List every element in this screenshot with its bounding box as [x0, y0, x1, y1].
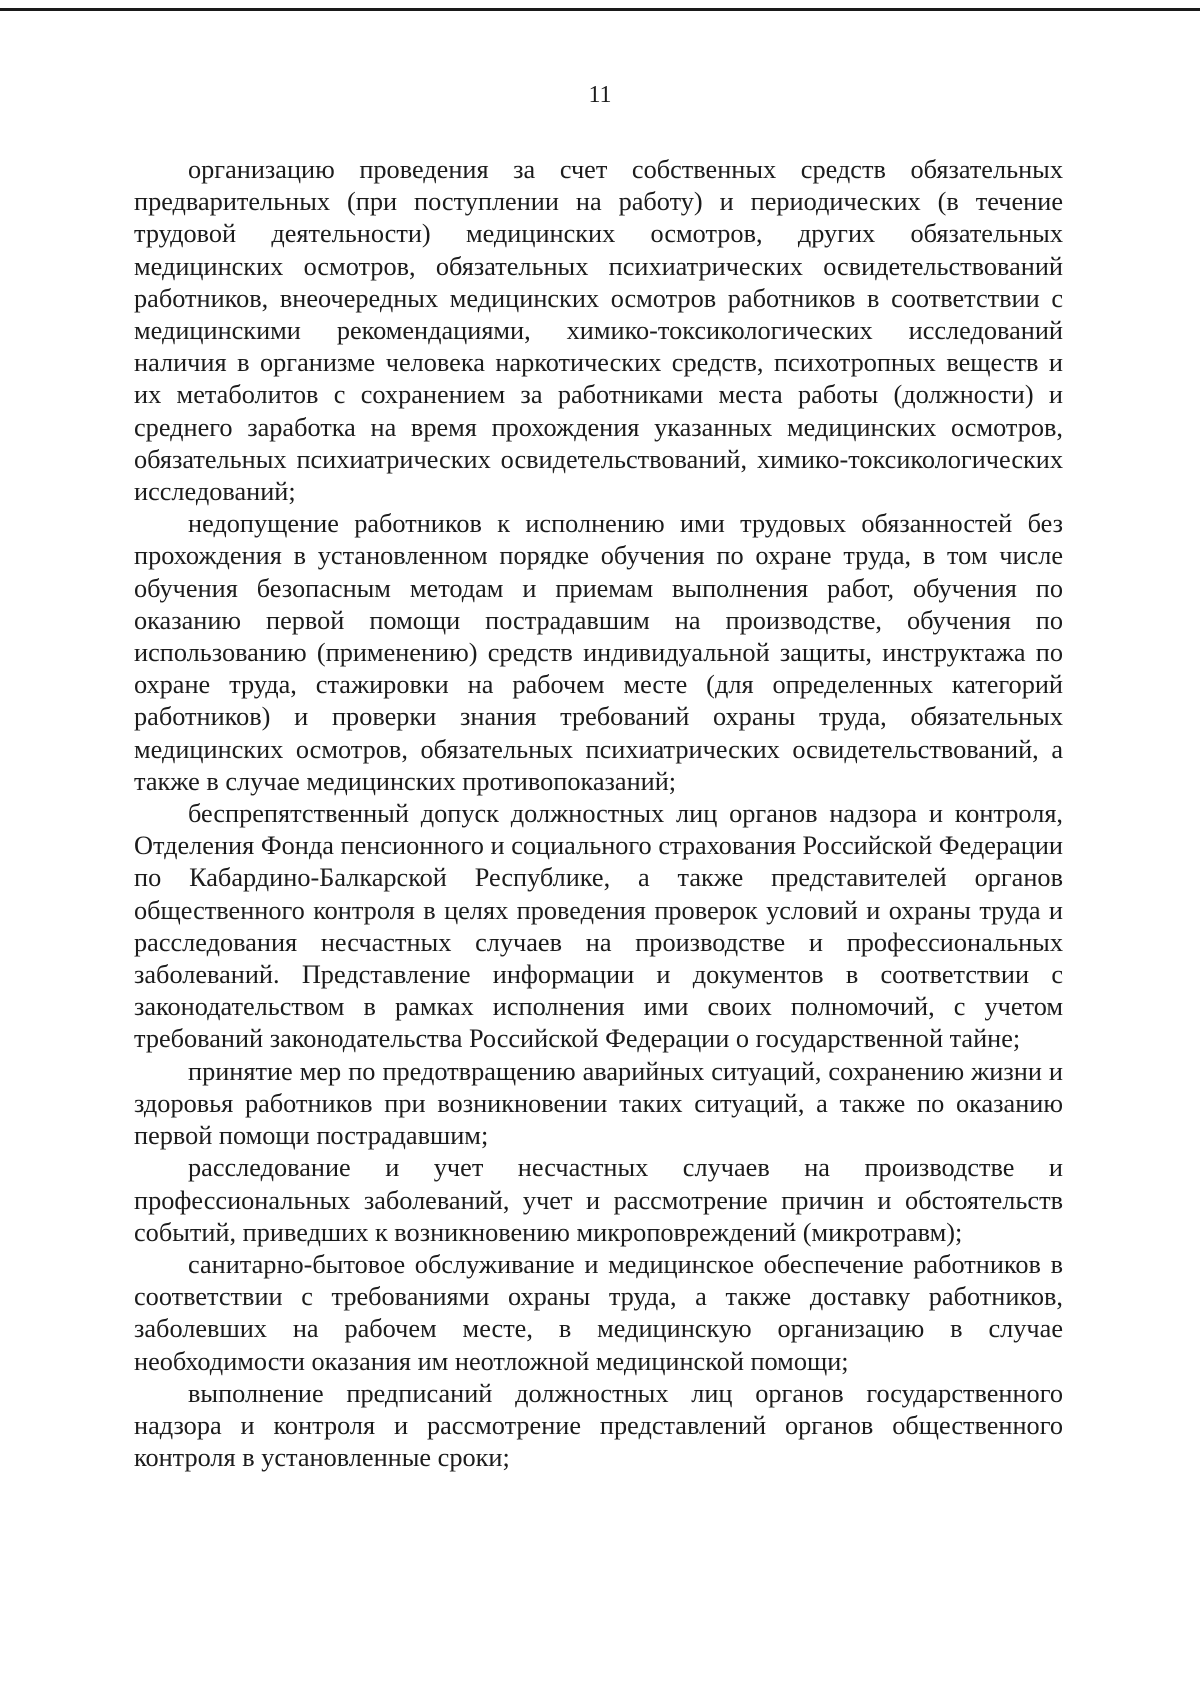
paragraph-medical-examinations: организацию проведения за счет собственных средств обязательных предварительных (при поступлении на работу) и периодических (в течение трудовой деятельности) медицинских осмотров, других обязательных медицинских осмотров, обязательных психиатрических освидетельствований работников, внеочередных медицинских осмотров работников в соответствии с медицинскими рекомендациями, химико-токсикологических исследований наличия в организме человека наркотических средств, психотропных веществ и их метаболитов с сохранением за работниками места работы (должности) и среднего заработка на время прохождения указанных медицинских осмотров, обязательных психиатрических освидетельствований, химико-токсикологических исследований;: [134, 155, 1063, 507]
paragraph-accident-investigation: расследование и учет несчастных случаев на производстве и профессиональных заболеваний, учет и рассмотрение причин и обстоятельств событий, приведших к возникновению микроповреждений (микротравм);: [134, 1153, 1063, 1247]
document-body: [134, 154, 1063, 1474]
paragraph-sanitary-service: санитарно-бытовое обслуживание и медицинское обеспечение работников в соответствии с требованиями охраны труда, а также доставку работников, заболевших на рабочем месте, в медицинскую организацию в случае необходимости оказания им неотложной медицинской помощи;: [134, 1249, 1063, 1376]
paragraph-training-admission: недопущение работников к исполнению ими трудовых обязанностей без прохождения в установленном порядке обучения по охране труда, в том числе обучения безопасным методам и приемам выполнения работ, обучения по оказанию первой помощи пострадавшим на производстве, обучения по использованию (применению) средств индивидуальной защиты, инструктажа по охране труда, стажировки на рабочем месте (для определенных категорий работников) и проверки знания требований охраны труда, обязательных медицинских осмотров, обязательных психиатрических освидетельствований, а также в случае медицинских противопоказаний;: [134, 509, 1063, 796]
paragraph-inspector-access: беспрепятственный допуск должностных лиц органов надзора и контроля, Отделения Фонда пенсионного и социального страхования Российской Федерации по Кабардино-Балкарской Республике, а также представителей органов общественного контроля в целях проведения проверок условий и охраны труда и расследования несчастных случаев на производстве и профессиональных заболеваний. Представление информации и документов в соответствии с законодательством в рамках исполнения ими своих полномочий, с учетом требований законодательства Российской Федерации о государственной тайне;: [134, 799, 1063, 1054]
page-number: 11: [588, 82, 612, 108]
paragraph-emergency-measures: принятие мер по предотвращению аварийных ситуаций, сохранению жизни и здоровья работников при возникновении таких ситуаций, а также по оказанию первой помощи пострадавшим;: [134, 1056, 1063, 1151]
paragraph-prescriptions: выполнение предписаний должностных лиц органов государственного надзора и контроля и рассмотрение представлений органов общественного контроля в установленные сроки;: [134, 1378, 1063, 1473]
